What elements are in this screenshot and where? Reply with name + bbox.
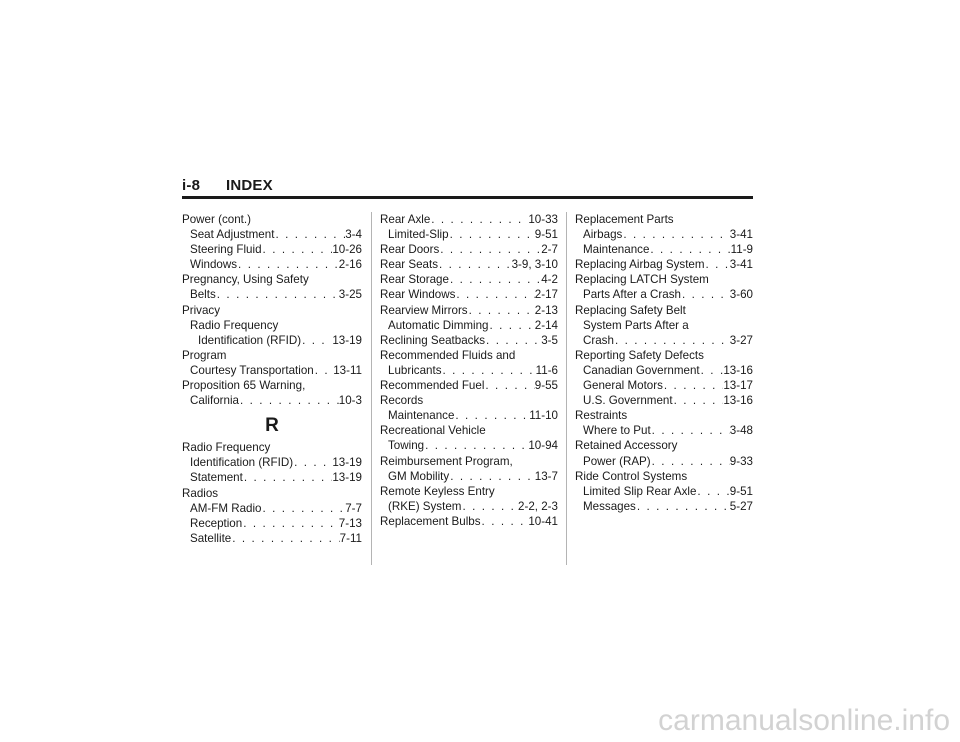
entry-text: Radio Frequency xyxy=(190,318,279,332)
index-entry xyxy=(575,257,753,272)
entry-page-ref: 11-9 xyxy=(730,243,753,257)
entry-page-ref: 7-7 xyxy=(345,501,362,515)
index-entry xyxy=(380,242,558,257)
dot-leader xyxy=(700,363,724,378)
dot-leader xyxy=(649,242,730,257)
page-number: i-8 xyxy=(182,177,201,194)
section-letter: R xyxy=(265,415,279,437)
entry-list xyxy=(380,212,558,529)
index-entry xyxy=(182,531,362,546)
entry-text: Reporting Safety Defects xyxy=(575,348,704,362)
entry-text: Rear Seats xyxy=(380,258,438,272)
entry-page-ref: 2-16 xyxy=(338,258,362,272)
entry-page-ref: 10-26 xyxy=(332,243,362,257)
dot-leader xyxy=(231,531,339,546)
index-entry xyxy=(575,454,753,469)
entry-page-ref: 3-27 xyxy=(729,333,753,347)
dot-leader xyxy=(651,454,730,469)
entry-text: Power (cont.) xyxy=(182,213,251,226)
index-entry xyxy=(182,303,362,318)
dot-leader xyxy=(673,393,724,408)
entry-page-ref: 7-13 xyxy=(338,516,362,530)
index-entry xyxy=(380,333,558,348)
index-entry xyxy=(182,272,362,287)
index-entry xyxy=(575,378,753,393)
dot-leader xyxy=(237,257,339,272)
page-title: INDEX xyxy=(226,177,273,194)
entry-text: GM Mobility xyxy=(388,469,450,483)
entry-text: Program xyxy=(182,348,227,362)
index-entry xyxy=(575,423,753,438)
index-entry xyxy=(182,257,362,272)
index-entry xyxy=(182,470,362,485)
dot-leader xyxy=(439,242,541,257)
dot-leader xyxy=(696,484,729,499)
entry-page-ref: 9-51 xyxy=(729,484,753,498)
entry-text: Recommended Fluids and xyxy=(380,348,516,362)
entry-text: Towing xyxy=(388,439,425,453)
dot-leader xyxy=(461,499,518,514)
entry-text: Crash xyxy=(583,333,614,347)
watermark: carmanualsonline.info xyxy=(658,704,950,737)
entry-text: Restraints xyxy=(575,409,628,423)
index-entry xyxy=(575,499,753,514)
entry-page-ref: 5-27 xyxy=(729,499,753,513)
index-entry xyxy=(182,348,362,363)
entry-text: Maintenance xyxy=(583,243,650,257)
entry-text: Power (RAP) xyxy=(583,454,651,468)
dot-leader xyxy=(651,423,730,438)
dot-leader xyxy=(663,378,723,393)
dot-leader xyxy=(681,287,730,302)
index-entry xyxy=(380,454,558,469)
dot-leader xyxy=(449,227,535,242)
entry-text: Steering Fluid xyxy=(190,243,262,257)
index-entry xyxy=(575,287,753,302)
entry-page-ref: 11-6 xyxy=(535,363,558,377)
column-divider xyxy=(371,212,372,565)
entry-text: System Parts After a xyxy=(583,318,689,332)
dot-leader xyxy=(449,272,541,287)
entry-text: Replacing Airbag System xyxy=(575,258,705,272)
entry-text: Windows xyxy=(190,258,238,272)
index-entry xyxy=(380,227,558,242)
entry-text: Replacing LATCH System xyxy=(575,273,709,287)
index-entry xyxy=(575,227,753,242)
entry-page-ref: 9-33 xyxy=(729,454,753,468)
entry-text: Statement xyxy=(190,471,243,485)
index-column-2 xyxy=(380,212,558,529)
entry-page-ref: 13-19 xyxy=(332,333,362,347)
index-entry xyxy=(575,408,753,423)
entry-page-ref: 3-41 xyxy=(729,258,753,272)
entry-page-ref: 10-41 xyxy=(528,514,558,528)
dot-leader xyxy=(424,438,528,453)
dot-leader xyxy=(216,287,339,302)
entry-text: Replacement Bulbs xyxy=(380,514,481,528)
entry-text: Airbags xyxy=(583,228,623,242)
dot-leader xyxy=(622,227,729,242)
entry-text: Rear Doors xyxy=(380,243,440,257)
entry-page-ref: 3-48 xyxy=(729,424,753,438)
index-entry xyxy=(575,272,753,287)
entry-text: Satellite xyxy=(190,531,232,545)
entry-list-before xyxy=(182,212,362,408)
entry-page-ref: 3-4 xyxy=(345,228,362,242)
dot-leader xyxy=(449,469,535,484)
index-entry xyxy=(575,333,753,348)
entry-page-ref: 13-7 xyxy=(534,469,558,483)
index-entry xyxy=(575,393,753,408)
index-entry xyxy=(182,242,362,257)
entry-page-ref: 9-55 xyxy=(534,379,558,393)
entry-page-ref: 13-19 xyxy=(332,471,362,485)
dot-leader xyxy=(274,227,345,242)
index-entry xyxy=(380,287,558,302)
entry-page-ref: 10-33 xyxy=(528,213,558,226)
entry-page-ref: 13-17 xyxy=(723,379,753,393)
entry-page-ref: 3-25 xyxy=(338,288,362,302)
entry-page-ref: 11-10 xyxy=(529,409,558,423)
dot-leader xyxy=(705,257,730,272)
entry-text: Limited-Slip xyxy=(388,228,449,242)
index-entry xyxy=(380,499,558,514)
entry-page-ref: 3-5 xyxy=(541,333,558,347)
entry-page-ref: 13-16 xyxy=(723,363,753,377)
entry-text: Privacy xyxy=(182,303,221,317)
header-rule xyxy=(182,196,753,199)
index-column-1 xyxy=(182,212,362,546)
entry-text: Identification (RFID) xyxy=(198,333,302,347)
entry-page-ref: 3-60 xyxy=(729,288,753,302)
dot-leader xyxy=(243,470,332,485)
index-entry xyxy=(575,438,753,453)
index-entry xyxy=(380,408,558,423)
entry-list-after xyxy=(182,440,362,546)
entry-text: Belts xyxy=(190,288,216,302)
dot-leader xyxy=(468,303,535,318)
entry-text: Where to Put xyxy=(583,424,651,438)
entry-text: Pregnancy, Using Safety xyxy=(182,273,309,287)
entry-text: Reclining Seatbacks xyxy=(380,333,486,347)
entry-text: Parts After a Crash xyxy=(583,288,681,302)
entry-text: Reimbursement Program, xyxy=(380,454,513,468)
entry-text: Limited Slip Rear Axle xyxy=(583,484,697,498)
entry-page-ref: 2-13 xyxy=(534,303,558,317)
entry-page-ref: 13-16 xyxy=(723,394,753,408)
entry-text: California xyxy=(190,394,239,408)
entry-text: Remote Keyless Entry xyxy=(380,484,495,498)
entry-page-ref: 10-3 xyxy=(338,394,362,408)
entry-page-ref: 13-19 xyxy=(332,456,362,470)
entry-page-ref: 9-51 xyxy=(534,228,558,242)
entry-text: Rear Axle xyxy=(380,213,431,226)
entry-text: Messages xyxy=(583,499,636,513)
entry-text: (RKE) System xyxy=(388,499,462,513)
entry-text: General Motors xyxy=(583,379,663,393)
index-entry xyxy=(380,484,558,499)
entry-page-ref: 3-41 xyxy=(729,228,753,242)
entry-text: Reception xyxy=(190,516,243,530)
index-entry xyxy=(575,363,753,378)
dot-leader xyxy=(314,363,333,378)
dot-leader xyxy=(489,318,535,333)
dot-leader xyxy=(262,501,346,516)
index-entry xyxy=(380,212,558,227)
entry-page-ref: 3-9, 3-10 xyxy=(511,258,558,272)
dot-leader xyxy=(239,393,339,408)
entry-page-ref: 7-11 xyxy=(339,531,362,545)
index-entry xyxy=(182,318,362,333)
entry-text: Radio Frequency xyxy=(182,441,271,455)
dot-leader xyxy=(301,333,332,348)
dot-leader xyxy=(438,257,512,272)
index-entry xyxy=(380,318,558,333)
entry-text: Canadian Government xyxy=(583,363,700,377)
index-entry xyxy=(575,469,753,484)
index-entry xyxy=(575,318,753,333)
dot-leader xyxy=(485,333,541,348)
dot-leader xyxy=(481,514,529,529)
dot-leader xyxy=(242,516,339,531)
index-entry xyxy=(182,227,362,242)
dot-leader xyxy=(636,499,730,514)
index-entry xyxy=(380,378,558,393)
entry-text: Ride Control Systems xyxy=(575,469,688,483)
index-entry xyxy=(182,393,362,408)
entry-text: Recreational Vehicle xyxy=(380,424,486,438)
column-divider xyxy=(566,212,567,565)
index-entry xyxy=(182,378,362,393)
dot-leader xyxy=(262,242,333,257)
index-entry xyxy=(380,257,558,272)
index-entry xyxy=(380,272,558,287)
index-entry xyxy=(380,303,558,318)
entry-text: Identification (RFID) xyxy=(190,456,294,470)
entry-text: Courtesy Transportation xyxy=(190,363,314,377)
entry-text: Retained Accessory xyxy=(575,439,678,453)
entry-page-ref: 2-17 xyxy=(534,288,558,302)
entry-list xyxy=(575,212,753,514)
entry-text: Lubricants xyxy=(388,363,442,377)
index-entry xyxy=(380,469,558,484)
dot-leader xyxy=(454,408,529,423)
entry-page-ref: 10-94 xyxy=(528,439,558,453)
entry-page-ref: 2-14 xyxy=(534,318,558,332)
index-entry xyxy=(182,363,362,378)
dot-leader xyxy=(430,212,528,227)
entry-text: AM-FM Radio xyxy=(190,501,262,515)
index-entry xyxy=(182,455,362,470)
entry-text: Replacing Safety Belt xyxy=(575,303,686,317)
entry-text: Maintenance xyxy=(388,409,455,423)
index-entry xyxy=(380,423,558,438)
entry-text: Rear Storage xyxy=(380,273,449,287)
entry-text: Seat Adjustment xyxy=(190,228,275,242)
index-entry xyxy=(380,514,558,529)
dot-leader xyxy=(442,363,536,378)
entry-page-ref: 2-2, 2-3 xyxy=(518,499,558,513)
entry-text: Proposition 65 Warning, xyxy=(182,379,306,393)
page-header xyxy=(182,177,273,194)
index-entry xyxy=(575,242,753,257)
entry-text: Recommended Fuel xyxy=(380,379,485,393)
index-entry xyxy=(575,348,753,363)
index-entry xyxy=(182,440,362,455)
index-entry xyxy=(182,212,362,227)
index-entry xyxy=(182,287,362,302)
index-entry xyxy=(575,484,753,499)
entry-page-ref: 2-7 xyxy=(541,243,558,257)
entry-text: Radios xyxy=(182,486,219,500)
index-entry xyxy=(182,486,362,501)
entry-text: Rearview Mirrors xyxy=(380,303,468,317)
dot-leader xyxy=(293,455,332,470)
dot-leader xyxy=(455,287,534,302)
index-column-3 xyxy=(575,212,753,514)
index-entry xyxy=(182,501,362,516)
index-entry xyxy=(380,393,558,408)
entry-page-ref: 4-2 xyxy=(541,273,558,287)
index-entry xyxy=(380,363,558,378)
entry-text: Records xyxy=(380,394,424,408)
index-entry xyxy=(380,348,558,363)
index-entry xyxy=(182,516,362,531)
index-entry xyxy=(575,212,753,227)
entry-text: Rear Windows xyxy=(380,288,456,302)
index-entry xyxy=(575,303,753,318)
index-entry xyxy=(182,333,362,348)
entry-text: Replacement Parts xyxy=(575,213,674,226)
dot-leader xyxy=(614,333,730,348)
dot-leader xyxy=(484,378,534,393)
index-entry xyxy=(380,438,558,453)
entry-text: U.S. Government xyxy=(583,394,673,408)
entry-page-ref: 13-11 xyxy=(333,363,362,377)
entry-text: Automatic Dimming xyxy=(388,318,489,332)
